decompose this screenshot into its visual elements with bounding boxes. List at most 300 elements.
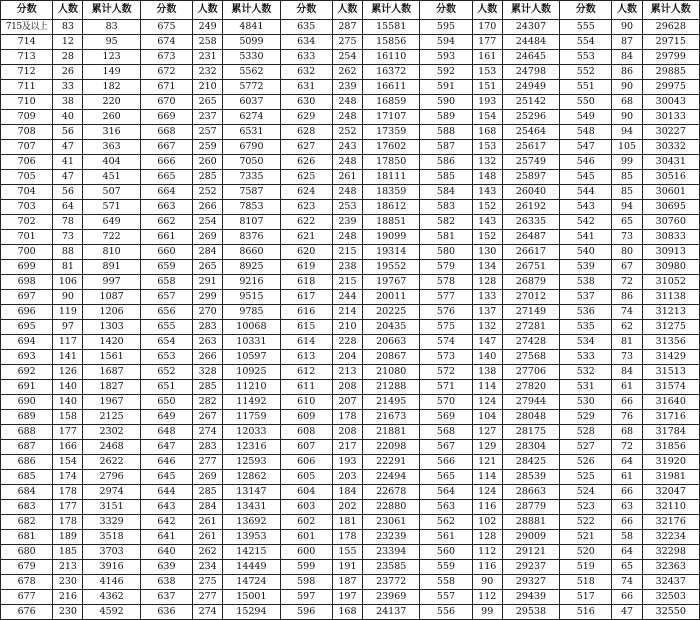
score-cell: 636 — [140, 605, 192, 620]
score-cell: 590 — [420, 95, 472, 110]
cumulative-cell: 31920 — [642, 455, 699, 470]
table-row — [1, 155, 700, 170]
cumulative-cell: 28881 — [502, 515, 559, 530]
count-cell: 64 — [53, 200, 83, 215]
score-cell: 693 — [1, 350, 53, 365]
count-cell: 328 — [193, 365, 223, 380]
cumulative-cell: 18111 — [363, 170, 420, 185]
count-cell: 248 — [332, 185, 362, 200]
count-cell: 259 — [193, 140, 223, 155]
score-cell: 568 — [420, 425, 472, 440]
score-cell: 685 — [1, 470, 53, 485]
score-cell: 578 — [420, 275, 472, 290]
score-cell: 599 — [280, 560, 332, 575]
count-cell: 231 — [193, 50, 223, 65]
cumulative-cell: 15001 — [223, 590, 280, 605]
score-cell: 559 — [420, 560, 472, 575]
count-cell: 73 — [612, 350, 642, 365]
count-cell: 285 — [193, 380, 223, 395]
cumulative-cell: 1687 — [83, 365, 140, 380]
score-cell: 527 — [560, 440, 612, 455]
count-cell: 112 — [472, 545, 502, 560]
cumulative-cell: 29121 — [502, 545, 559, 560]
count-cell: 124 — [472, 395, 502, 410]
cumulative-cell: 10331 — [223, 335, 280, 350]
score-cell: 562 — [420, 515, 472, 530]
table-row — [1, 215, 700, 230]
score-cell: 520 — [560, 545, 612, 560]
cumulative-cell: 20011 — [363, 290, 420, 305]
count-cell: 266 — [193, 350, 223, 365]
count-cell: 166 — [53, 440, 83, 455]
score-cell: 702 — [1, 215, 53, 230]
count-cell: 208 — [332, 425, 362, 440]
count-cell: 33 — [53, 80, 83, 95]
count-cell: 248 — [332, 155, 362, 170]
cumulative-cell: 31138 — [642, 290, 699, 305]
score-cell: 535 — [560, 320, 612, 335]
cumulative-cell: 17359 — [363, 125, 420, 140]
cumulative-cell: 2125 — [83, 410, 140, 425]
score-cell: 643 — [140, 500, 192, 515]
cumulative-cell: 27012 — [502, 290, 559, 305]
count-cell: 67 — [612, 260, 642, 275]
count-cell: 99 — [472, 605, 502, 620]
cumulative-cell: 27149 — [502, 305, 559, 320]
score-cell: 545 — [560, 170, 612, 185]
count-cell: 94 — [612, 125, 642, 140]
count-cell: 72 — [612, 440, 642, 455]
count-cell: 216 — [53, 590, 83, 605]
score-cell: 621 — [280, 230, 332, 245]
cumulative-header: 累计人数 — [502, 1, 559, 20]
table-row — [1, 290, 700, 305]
cumulative-cell: 31275 — [642, 320, 699, 335]
count-cell: 204 — [332, 350, 362, 365]
cumulative-cell: 19314 — [363, 245, 420, 260]
count-cell: 285 — [193, 485, 223, 500]
score-cell: 704 — [1, 185, 53, 200]
score-cell: 589 — [420, 110, 472, 125]
cumulative-cell: 12033 — [223, 425, 280, 440]
cumulative-cell: 220 — [83, 95, 140, 110]
cumulative-cell: 31716 — [642, 410, 699, 425]
cumulative-cell: 30913 — [642, 245, 699, 260]
count-cell: 228 — [332, 335, 362, 350]
cumulative-cell: 23239 — [363, 530, 420, 545]
cumulative-cell: 27568 — [502, 350, 559, 365]
count-cell: 128 — [472, 530, 502, 545]
cumulative-cell: 31513 — [642, 365, 699, 380]
count-cell: 68 — [612, 95, 642, 110]
score-cell: 582 — [420, 215, 472, 230]
count-cell: 12 — [53, 35, 83, 50]
count-cell: 214 — [332, 305, 362, 320]
count-cell: 291 — [193, 275, 223, 290]
cumulative-cell: 3916 — [83, 560, 140, 575]
score-cell: 694 — [1, 335, 53, 350]
score-cell: 692 — [1, 365, 53, 380]
cumulative-cell: 27281 — [502, 320, 559, 335]
score-cell: 660 — [140, 245, 192, 260]
score-cell: 709 — [1, 110, 53, 125]
score-cell: 698 — [1, 275, 53, 290]
cumulative-cell: 29975 — [642, 80, 699, 95]
count-cell: 119 — [53, 305, 83, 320]
score-cell: 570 — [420, 395, 472, 410]
cumulative-cell: 29439 — [502, 590, 559, 605]
cumulative-cell: 891 — [83, 260, 140, 275]
count-cell: 112 — [472, 590, 502, 605]
score-cell: 639 — [140, 560, 192, 575]
count-cell: 84 — [612, 365, 642, 380]
cumulative-cell: 10597 — [223, 350, 280, 365]
count-cell: 147 — [472, 335, 502, 350]
cumulative-cell: 26879 — [502, 275, 559, 290]
cumulative-cell: 20435 — [363, 320, 420, 335]
score-cell: 700 — [1, 245, 53, 260]
cumulative-cell: 29538 — [502, 605, 559, 620]
cumulative-cell: 25897 — [502, 170, 559, 185]
count-cell: 230 — [53, 575, 83, 590]
score-cell: 618 — [280, 275, 332, 290]
cumulative-cell: 1561 — [83, 350, 140, 365]
count-cell: 83 — [53, 20, 83, 35]
count-cell: 207 — [332, 395, 362, 410]
score-cell: 552 — [560, 65, 612, 80]
cumulative-cell: 20225 — [363, 305, 420, 320]
count-header: 人数 — [53, 1, 83, 20]
count-cell: 81 — [612, 335, 642, 350]
score-cell: 657 — [140, 290, 192, 305]
count-cell: 189 — [53, 530, 83, 545]
score-cell: 576 — [420, 305, 472, 320]
cumulative-cell: 23772 — [363, 575, 420, 590]
cumulative-cell: 27706 — [502, 365, 559, 380]
count-cell: 84 — [612, 50, 642, 65]
cumulative-cell: 8925 — [223, 260, 280, 275]
cumulative-cell: 571 — [83, 200, 140, 215]
score-cell: 675 — [140, 20, 192, 35]
score-cell: 606 — [280, 455, 332, 470]
count-cell: 287 — [332, 20, 362, 35]
cumulative-cell: 27428 — [502, 335, 559, 350]
cumulative-cell: 1303 — [83, 320, 140, 335]
cumulative-cell: 10068 — [223, 320, 280, 335]
cumulative-cell: 14215 — [223, 545, 280, 560]
cumulative-cell: 31213 — [642, 305, 699, 320]
score-cell: 628 — [280, 125, 332, 140]
cumulative-cell: 83 — [83, 20, 140, 35]
count-cell: 154 — [53, 455, 83, 470]
cumulative-header: 累计人数 — [223, 1, 280, 20]
table-row — [1, 185, 700, 200]
score-cell: 627 — [280, 140, 332, 155]
table-row — [1, 335, 700, 350]
score-cell: 664 — [140, 185, 192, 200]
cumulative-cell: 4362 — [83, 590, 140, 605]
score-cell: 647 — [140, 440, 192, 455]
count-cell: 202 — [332, 500, 362, 515]
count-cell: 133 — [472, 290, 502, 305]
cumulative-cell: 28048 — [502, 410, 559, 425]
count-cell: 275 — [332, 35, 362, 50]
score-cell: 659 — [140, 260, 192, 275]
score-cell: 707 — [1, 140, 53, 155]
cumulative-cell: 316 — [83, 125, 140, 140]
cumulative-cell: 32047 — [642, 485, 699, 500]
table-row — [1, 20, 700, 35]
count-cell: 275 — [193, 575, 223, 590]
count-cell: 99 — [612, 155, 642, 170]
table-row — [1, 425, 700, 440]
table-row — [1, 365, 700, 380]
cumulative-cell: 5562 — [223, 65, 280, 80]
count-cell: 213 — [332, 365, 362, 380]
cumulative-cell: 25617 — [502, 140, 559, 155]
cumulative-cell: 28779 — [502, 500, 559, 515]
count-cell: 257 — [193, 125, 223, 140]
cumulative-cell: 2468 — [83, 440, 140, 455]
score-cell: 711 — [1, 80, 53, 95]
score-cell: 649 — [140, 410, 192, 425]
cumulative-cell: 9515 — [223, 290, 280, 305]
cumulative-cell: 18851 — [363, 215, 420, 230]
cumulative-cell: 24949 — [502, 80, 559, 95]
cumulative-cell: 1087 — [83, 290, 140, 305]
cumulative-header: 累计人数 — [363, 1, 420, 20]
cumulative-cell: 182 — [83, 80, 140, 95]
score-cell: 697 — [1, 290, 53, 305]
cumulative-cell: 363 — [83, 140, 140, 155]
count-cell: 283 — [193, 320, 223, 335]
count-cell: 127 — [472, 425, 502, 440]
count-cell: 134 — [472, 260, 502, 275]
cumulative-cell: 2974 — [83, 485, 140, 500]
cumulative-cell: 31429 — [642, 350, 699, 365]
cumulative-cell: 28539 — [502, 470, 559, 485]
score-cell: 601 — [280, 530, 332, 545]
cumulative-cell: 29009 — [502, 530, 559, 545]
score-cell: 524 — [560, 485, 612, 500]
score-cell: 546 — [560, 155, 612, 170]
score-cell: 573 — [420, 350, 472, 365]
count-cell: 132 — [472, 320, 502, 335]
cumulative-cell: 30431 — [642, 155, 699, 170]
score-cell: 613 — [280, 350, 332, 365]
count-cell: 58 — [612, 530, 642, 545]
score-cell: 648 — [140, 425, 192, 440]
table-row — [1, 50, 700, 65]
cumulative-cell: 22494 — [363, 470, 420, 485]
score-cell: 642 — [140, 515, 192, 530]
count-cell: 116 — [472, 500, 502, 515]
count-cell: 239 — [332, 215, 362, 230]
score-cell: 641 — [140, 530, 192, 545]
count-cell: 193 — [332, 455, 362, 470]
count-cell: 88 — [53, 245, 83, 260]
count-cell: 114 — [472, 470, 502, 485]
table-row — [1, 245, 700, 260]
count-cell: 262 — [332, 65, 362, 80]
score-cell: 686 — [1, 455, 53, 470]
count-cell: 269 — [193, 230, 223, 245]
cumulative-cell: 26040 — [502, 185, 559, 200]
cumulative-cell: 30332 — [642, 140, 699, 155]
count-cell: 66 — [612, 590, 642, 605]
cumulative-cell: 5330 — [223, 50, 280, 65]
count-cell: 64 — [612, 545, 642, 560]
score-cell: 619 — [280, 260, 332, 275]
score-cell: 563 — [420, 500, 472, 515]
count-cell: 265 — [193, 95, 223, 110]
cumulative-cell: 9216 — [223, 275, 280, 290]
count-cell: 76 — [612, 410, 642, 425]
cumulative-cell: 4592 — [83, 605, 140, 620]
cumulative-cell: 24645 — [502, 50, 559, 65]
cumulative-cell: 22678 — [363, 485, 420, 500]
cumulative-cell: 21673 — [363, 410, 420, 425]
score-cell: 673 — [140, 50, 192, 65]
cumulative-cell: 31640 — [642, 395, 699, 410]
score-cell: 560 — [420, 545, 472, 560]
score-cell: 676 — [1, 605, 53, 620]
count-cell: 177 — [472, 35, 502, 50]
cumulative-cell: 5772 — [223, 80, 280, 95]
cumulative-cell: 22291 — [363, 455, 420, 470]
cumulative-cell: 4146 — [83, 575, 140, 590]
count-cell: 65 — [612, 560, 642, 575]
table-row — [1, 485, 700, 500]
cumulative-cell: 123 — [83, 50, 140, 65]
count-cell: 86 — [612, 290, 642, 305]
cumulative-cell: 19767 — [363, 275, 420, 290]
score-cell: 577 — [420, 290, 472, 305]
count-cell: 80 — [612, 245, 642, 260]
score-cell: 668 — [140, 125, 192, 140]
count-cell: 277 — [193, 590, 223, 605]
count-cell: 143 — [472, 215, 502, 230]
cumulative-cell: 3329 — [83, 515, 140, 530]
count-cell: 237 — [193, 110, 223, 125]
count-cell: 130 — [472, 245, 502, 260]
score-cell: 564 — [420, 485, 472, 500]
count-cell: 270 — [193, 305, 223, 320]
score-cell: 567 — [420, 440, 472, 455]
count-cell: 85 — [612, 185, 642, 200]
count-cell: 64 — [612, 455, 642, 470]
count-cell: 87 — [612, 35, 642, 50]
score-cell: 684 — [1, 485, 53, 500]
cumulative-cell: 3703 — [83, 545, 140, 560]
cumulative-cell: 32550 — [642, 605, 699, 620]
count-cell: 126 — [53, 365, 83, 380]
cumulative-cell: 31356 — [642, 335, 699, 350]
cumulative-cell: 22098 — [363, 440, 420, 455]
score-cell: 645 — [140, 470, 192, 485]
cumulative-cell: 31574 — [642, 380, 699, 395]
count-cell: 238 — [332, 260, 362, 275]
score-cell: 712 — [1, 65, 53, 80]
count-cell: 178 — [332, 410, 362, 425]
cumulative-cell: 16611 — [363, 80, 420, 95]
score-cell: 679 — [1, 560, 53, 575]
cumulative-cell: 13692 — [223, 515, 280, 530]
cumulative-cell: 32298 — [642, 545, 699, 560]
cumulative-cell: 26192 — [502, 200, 559, 215]
cumulative-cell: 722 — [83, 230, 140, 245]
cumulative-cell: 29715 — [642, 35, 699, 50]
score-header: 分数 — [140, 1, 192, 20]
score-cell: 525 — [560, 470, 612, 485]
cumulative-cell: 260 — [83, 110, 140, 125]
count-cell: 193 — [472, 95, 502, 110]
count-cell: 174 — [53, 470, 83, 485]
cumulative-cell: 22880 — [363, 500, 420, 515]
count-cell: 68 — [612, 425, 642, 440]
cumulative-cell: 14449 — [223, 560, 280, 575]
count-cell: 261 — [193, 530, 223, 545]
cumulative-cell: 29237 — [502, 560, 559, 575]
cumulative-cell: 16859 — [363, 95, 420, 110]
count-cell: 254 — [193, 215, 223, 230]
score-cell: 610 — [280, 395, 332, 410]
score-cell: 566 — [420, 455, 472, 470]
count-cell: 161 — [472, 50, 502, 65]
score-cell: 688 — [1, 425, 53, 440]
cumulative-cell: 24484 — [502, 35, 559, 50]
cumulative-cell: 16110 — [363, 50, 420, 65]
cumulative-cell: 14724 — [223, 575, 280, 590]
cumulative-cell: 7587 — [223, 185, 280, 200]
score-cell: 637 — [140, 590, 192, 605]
score-cell: 544 — [560, 185, 612, 200]
score-cell: 603 — [280, 500, 332, 515]
count-cell: 285 — [193, 170, 223, 185]
count-cell: 203 — [332, 470, 362, 485]
cumulative-cell: 30601 — [642, 185, 699, 200]
score-cell: 631 — [280, 80, 332, 95]
score-cell: 663 — [140, 200, 192, 215]
cumulative-cell: 12862 — [223, 470, 280, 485]
score-cell: 553 — [560, 50, 612, 65]
score-cell: 616 — [280, 305, 332, 320]
count-cell: 168 — [332, 605, 362, 620]
cumulative-header: 累计人数 — [642, 1, 699, 20]
cumulative-cell: 997 — [83, 275, 140, 290]
count-cell: 265 — [193, 260, 223, 275]
cumulative-cell: 17602 — [363, 140, 420, 155]
score-cell: 612 — [280, 365, 332, 380]
cumulative-cell: 25464 — [502, 125, 559, 140]
score-cell: 672 — [140, 65, 192, 80]
score-cell: 611 — [280, 380, 332, 395]
cumulative-cell: 21080 — [363, 365, 420, 380]
header-row — [1, 1, 700, 20]
score-cell: 653 — [140, 350, 192, 365]
count-cell: 102 — [472, 515, 502, 530]
score-cell: 531 — [560, 380, 612, 395]
score-cell: 604 — [280, 485, 332, 500]
cumulative-cell: 32176 — [642, 515, 699, 530]
score-cell: 571 — [420, 380, 472, 395]
score-cell: 625 — [280, 170, 332, 185]
cumulative-cell: 10925 — [223, 365, 280, 380]
score-cell: 620 — [280, 245, 332, 260]
cumulative-cell: 9785 — [223, 305, 280, 320]
cumulative-cell: 8376 — [223, 230, 280, 245]
cumulative-cell: 24137 — [363, 605, 420, 620]
